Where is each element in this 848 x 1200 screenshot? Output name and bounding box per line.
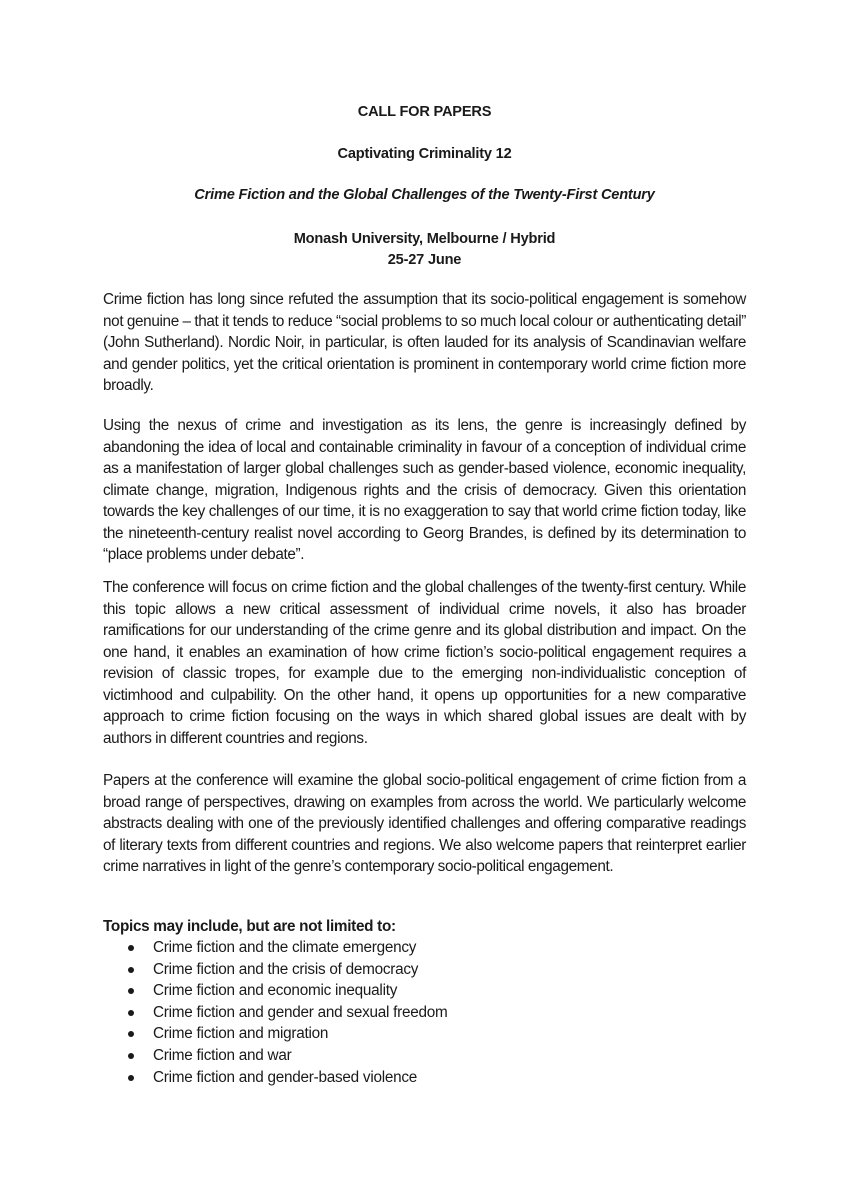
- bullet-icon: [128, 1010, 134, 1016]
- conference-venue: Monash University, Melbourne / Hybrid: [293, 231, 556, 247]
- bullet-icon: [128, 988, 134, 994]
- topic-label: Crime fiction and economic inequality: [153, 982, 398, 1000]
- bullet-icon: [128, 1075, 134, 1081]
- body-paragraph: Using the nexus of crime and investigation as its lens, the genre is increasingly defined by abandoning the idea of local and containable criminality in favour of a conception of individual crime as a manifestation of larger global challenges such as gender-based violence, economic inequality, climate change, migration, Indigenous rights and the crisis of democracy. Given this orientation towards the key challenges of our time, it is no exaggeration to say that world crime fiction today, like the nineteenth-century realist novel according to Georg Brandes, is defined by its determination to “place problems under debate”.: [103, 417, 746, 564]
- topic-label: Crime fiction and migration: [153, 1025, 329, 1043]
- document-heading: CALL FOR PAPERS: [357, 104, 492, 120]
- topic-label: Crime fiction and gender and sexual freedom: [153, 1003, 448, 1021]
- topic-label: Crime fiction and the crisis of democracy: [153, 960, 419, 978]
- topic-item: [103, 959, 448, 981]
- topics-list: [103, 937, 448, 1088]
- conference-dates: 25-27 June: [387, 252, 462, 268]
- topic-item: [103, 1045, 448, 1067]
- topic-item: [103, 980, 448, 1002]
- topic-item: [103, 1023, 448, 1045]
- body-paragraph: Papers at the conference will examine the global socio-political engagement of crime fiction from a broad range of perspectives, drawing on examples from across the world. We particularly welcome abstracts dealing with one of the previously identified challenges and offering comparative readings of literary texts from different countries and regions. We also welcome papers that reinterpret earlier crime narratives in light of the genre’s contemporary socio-political engagement.: [103, 772, 746, 876]
- topics-heading: Topics may include, but are not limited to:: [103, 918, 396, 935]
- topic-item: [103, 937, 448, 959]
- bullet-icon: [128, 1053, 134, 1059]
- bullet-icon: [128, 967, 134, 973]
- bullet-icon: [128, 1031, 134, 1037]
- conference-theme: Crime Fiction and the Global Challenges of the Twenty-First Century: [194, 187, 655, 203]
- bullet-icon: [128, 945, 134, 951]
- conference-name: Captivating Criminality 12: [337, 146, 512, 162]
- topic-item: [103, 1002, 448, 1024]
- body-paragraph: The conference will focus on crime fiction and the global challenges of the twenty-first century. While this topic allows a new critical assessment of individual crime novels, it also has broader ramifications for our understanding of the crime genre and its global distribution and impact. On the one hand, it enables an examination of how crime fiction’s socio-political engagement requires a revision of classic tropes, for example due to the emerging non-individualistic conception of victimhood and culpability. On the other hand, it opens up opportunities for a new comparative approach to crime fiction focusing on the ways in which shared global issues are dealt with by authors in different countries and regions.: [103, 579, 746, 747]
- topic-label: Crime fiction and war: [153, 1046, 292, 1064]
- topic-label: Crime fiction and the climate emergency: [153, 939, 417, 956]
- topic-label: Crime fiction and gender-based violence: [153, 1068, 418, 1086]
- topic-item: [103, 1067, 448, 1089]
- body-paragraph: Crime fiction has long since refuted the assumption that its socio-political engagement is somehow not genuine – that it tends to reduce “social problems to so much local colour or authenticating detail” (John Sutherland). Nordic Noir, in particular, is often lauded for its analysis of Scandinavian welfare and gender politics, yet the critical orientation is prominent in contemporary world crime fiction more broadly.: [103, 291, 746, 395]
